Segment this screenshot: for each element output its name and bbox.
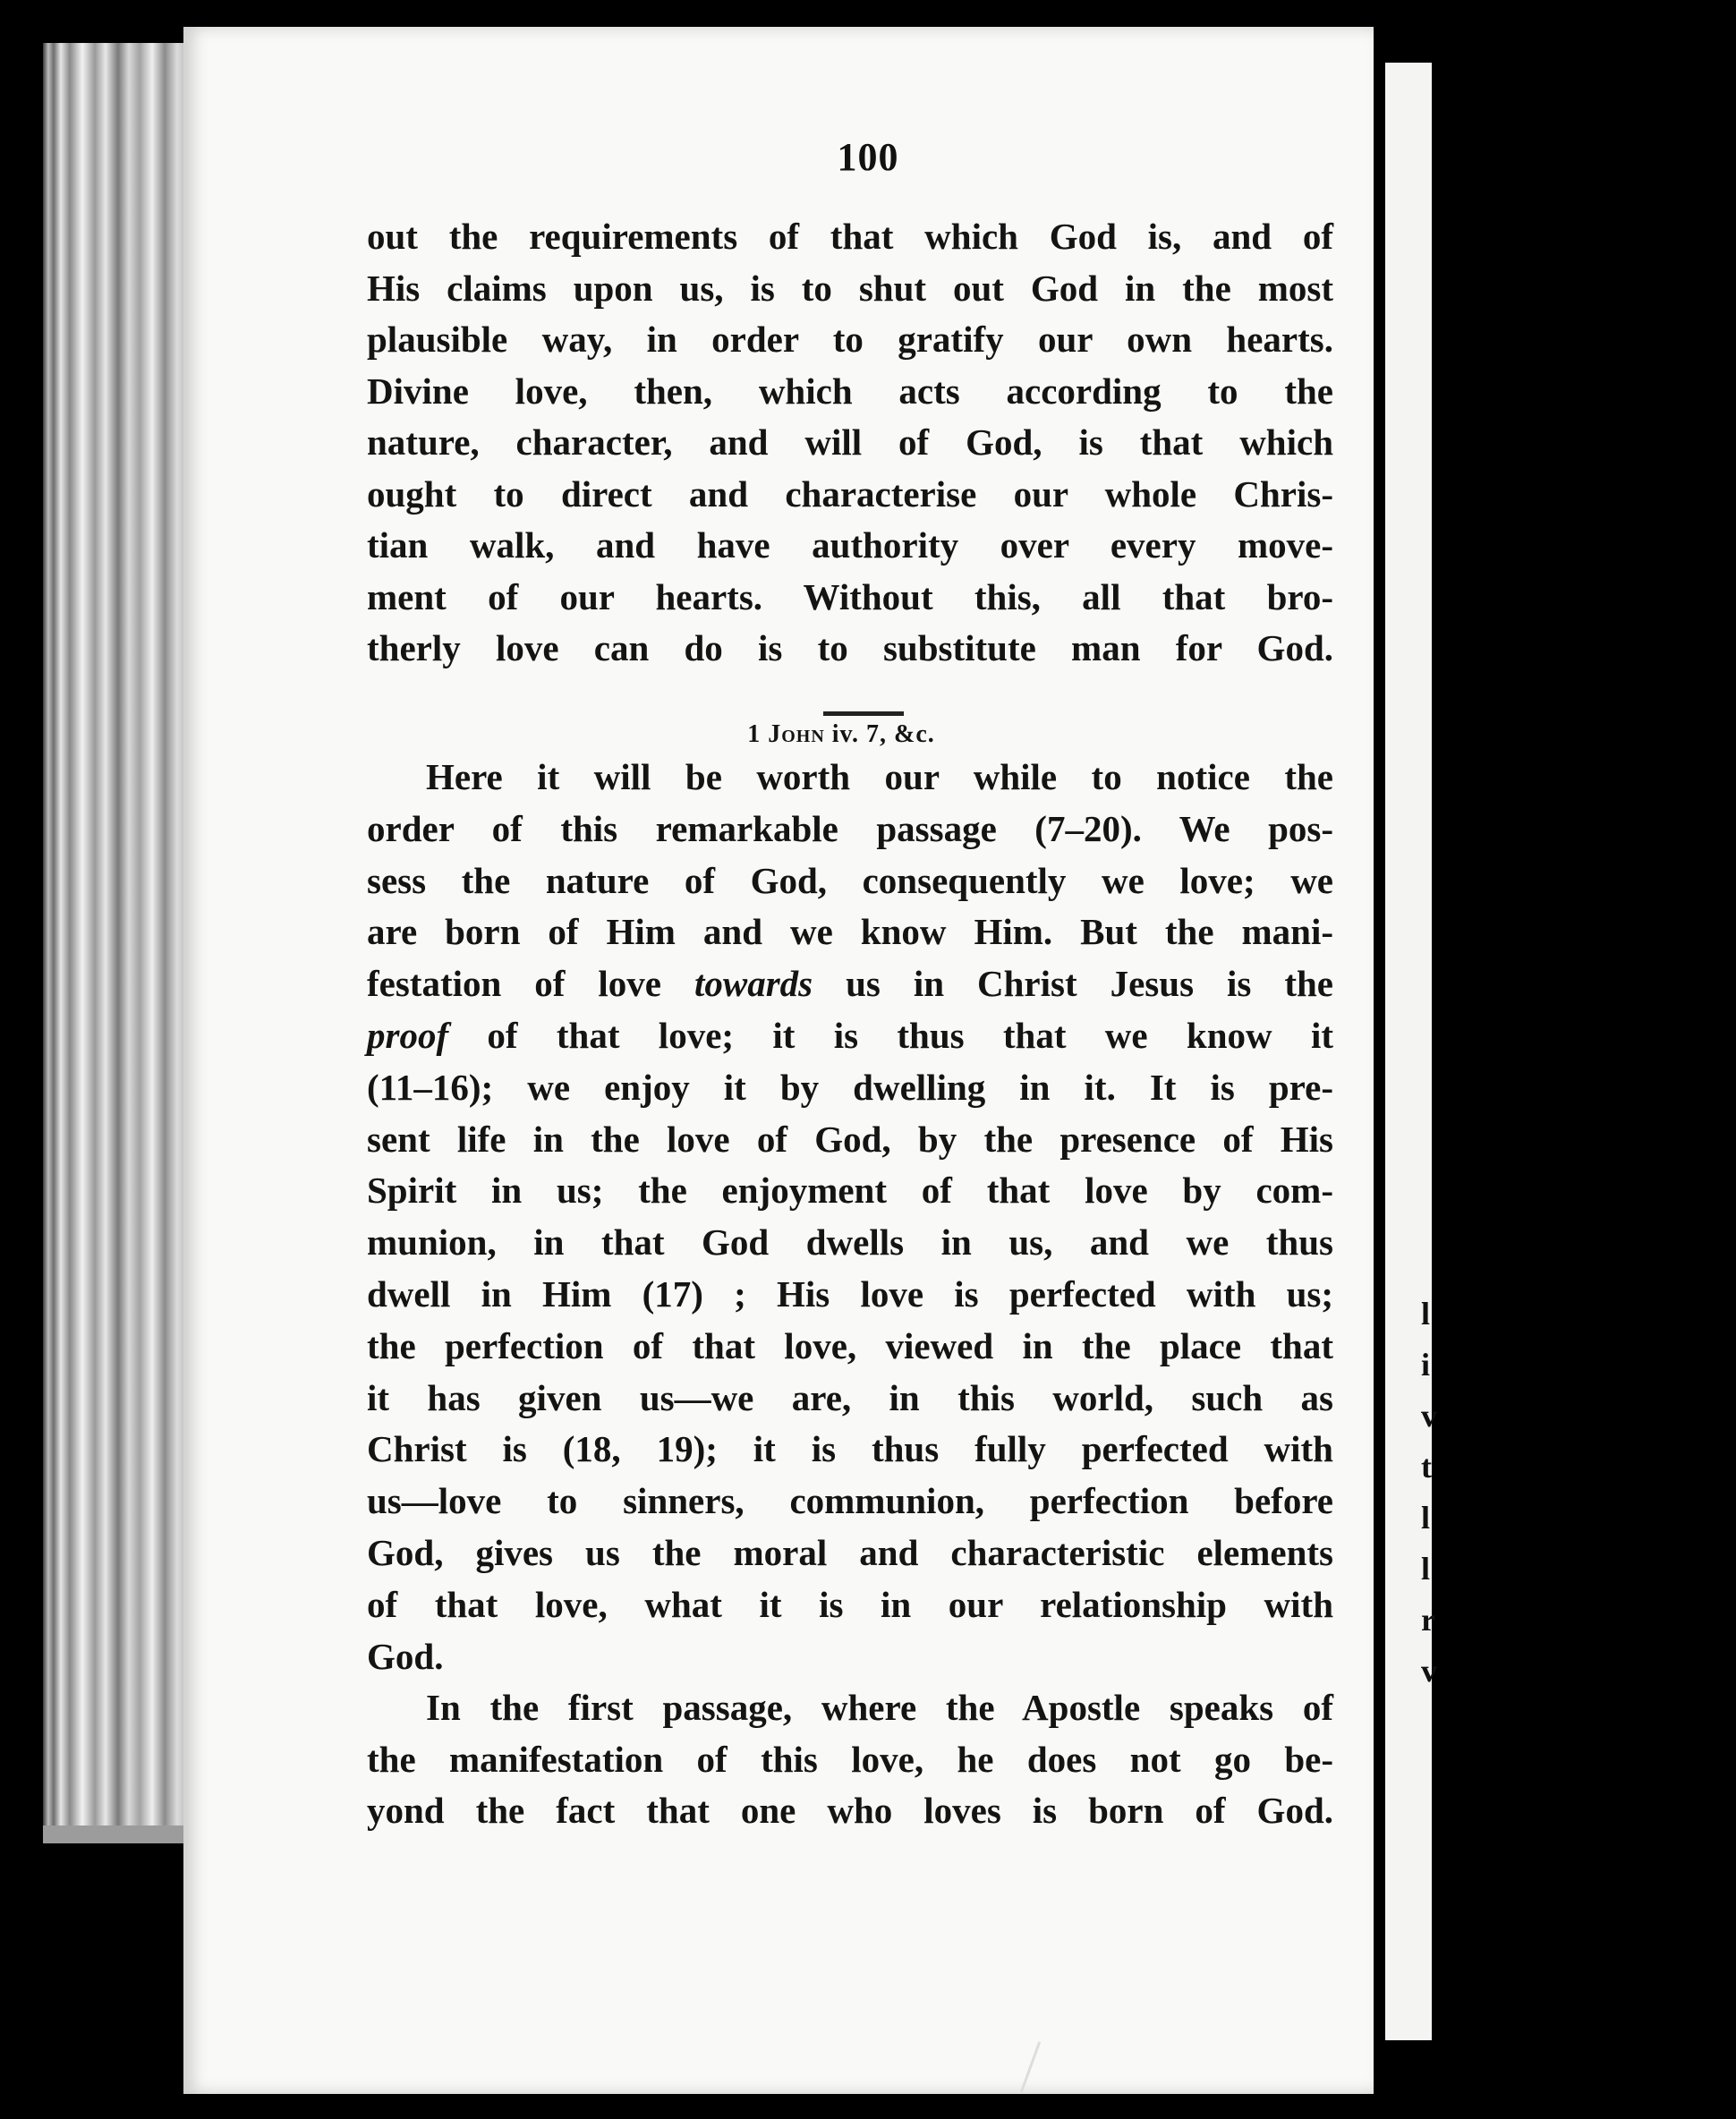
section-divider	[823, 711, 904, 716]
text-line: In the first passage, where the Apostle speaks of	[426, 1687, 1333, 1728]
text-line: yond the fact that one who loves is born of God.	[367, 1790, 1333, 1831]
text-line: Here it will be worth our while to notice the	[426, 756, 1333, 797]
text-line: God.	[367, 1635, 444, 1677]
text-run: us in Christ Jesus is the	[813, 963, 1333, 1005]
text-line: God, gives us the moral and characteristic elements	[367, 1531, 1333, 1573]
facing-letter: l	[1421, 1551, 1431, 1587]
text-line: out the requirements of that which God is, and of	[367, 216, 1333, 257]
text-line: Divine love, then, which acts according to the	[367, 370, 1333, 412]
facing-letter: r	[1421, 1602, 1435, 1638]
facing-page-letters	[1421, 1289, 1437, 1697]
text-line: the perfection of that love, viewed in the place that	[367, 1324, 1333, 1366]
text-line: it has given us—we are, in this world, such as	[367, 1376, 1333, 1418]
text-line: Christ is (18, 19); it is thus fully perfected with	[367, 1428, 1333, 1470]
text-line: ment of our hearts. Without this, all that bro-	[367, 575, 1333, 617]
italic-word: towards	[694, 963, 813, 1005]
facing-letter: v	[1421, 1653, 1437, 1689]
paragraph-1	[367, 211, 1333, 675]
text-line: order of this remarkable passage (7–20). We pos-	[367, 807, 1333, 849]
book-edge-bottom	[43, 1825, 204, 1843]
paragraph-3	[367, 1682, 1333, 1837]
text-run: festation of love	[367, 963, 694, 1005]
text-line-with-italic	[367, 958, 1333, 1010]
facing-letter: l	[1421, 1296, 1431, 1332]
page-number: 100	[837, 135, 899, 179]
paragraph-2	[367, 752, 1333, 1682]
text-line: tian walk, and have authority over every move-	[367, 524, 1333, 566]
facing-page-sliver	[1385, 63, 1437, 2040]
text-line: ought to direct and characterise our whole Chris-	[367, 472, 1333, 515]
text-line: sent life in the love of God, by the presence of His	[367, 1118, 1333, 1160]
reference-book: John	[768, 720, 825, 748]
text-line: therly love can do is to substitute man for God.	[367, 627, 1333, 668]
scripture-reference	[0, 720, 1432, 749]
text-line: (11–16); we enjoy it by dwelling in it. It is pre-	[367, 1066, 1333, 1108]
reference-rest: iv. 7, &c.	[831, 720, 935, 748]
text-line: dwell in Him (17) ; His love is perfected with us;	[367, 1272, 1333, 1315]
reference-number: 1	[747, 720, 762, 748]
facing-letter: v	[1421, 1398, 1437, 1434]
facing-letter: i	[1421, 1347, 1431, 1383]
text-line: Spirit in us; the enjoyment of that love by com-	[367, 1170, 1333, 1212]
facing-letter: l	[1421, 1500, 1431, 1536]
text-line: sess the nature of God, consequently we love; we	[367, 859, 1333, 901]
text-line: us—love to sinners, communion, perfection before	[367, 1480, 1333, 1522]
text-line-with-italic	[367, 1010, 1333, 1062]
italic-word: proof	[367, 1014, 449, 1056]
text-run: of that love; it is thus that we know it	[448, 1014, 1333, 1056]
text-line: nature, character, and will of God, is that which	[367, 421, 1333, 463]
text-line: munion, in that God dwells in us, and we thus	[367, 1221, 1333, 1264]
text-line: are born of Him and we know Him. But the mani-	[367, 911, 1333, 953]
facing-letter: t	[1421, 1449, 1432, 1485]
text-line: His claims upon us, is to shut out God in the most	[367, 267, 1333, 309]
text-line: plausible way, in order to gratify our own hearts.	[367, 319, 1333, 360]
text-line: of that love, what it is in our relationship with	[367, 1583, 1333, 1625]
text-line: the manifestation of this love, he does not go be-	[367, 1738, 1333, 1780]
book-page-edges	[43, 43, 204, 1833]
